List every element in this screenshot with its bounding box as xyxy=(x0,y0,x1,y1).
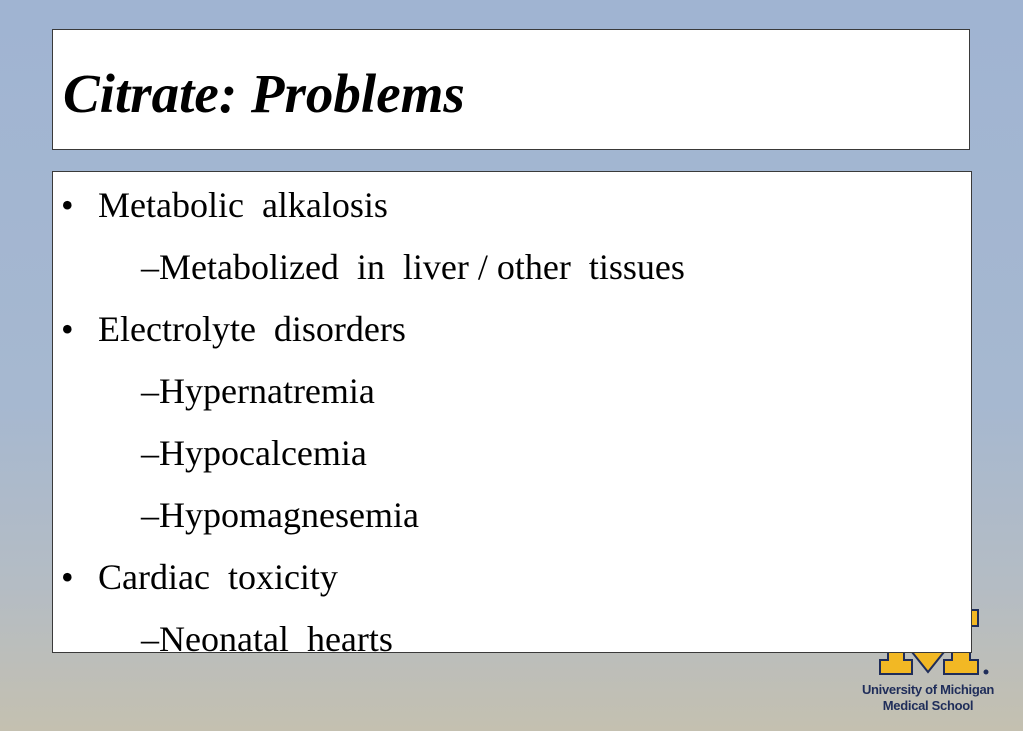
sub-bullet-text xyxy=(141,373,375,409)
bullet-marker: • xyxy=(61,185,74,225)
logo-school-name: Medical School xyxy=(882,698,974,713)
bullet-text: Cardiac toxicity xyxy=(98,557,338,597)
sub-bullet-label: Hypomagnesemia xyxy=(159,495,419,535)
bullet-text: Metabolic alkalosis xyxy=(98,185,388,225)
bullet-marker: • xyxy=(61,557,74,597)
slide-title: Citrate: Problems xyxy=(63,63,465,124)
dash-marker: – xyxy=(141,247,159,287)
sub-bullet-text xyxy=(141,497,419,533)
sub-bullet-label: Neonatal hearts xyxy=(159,619,393,653)
logo-university-name: University of Michigan xyxy=(861,682,995,697)
sub-bullet-text xyxy=(141,435,367,471)
dash-marker: – xyxy=(141,619,159,653)
content-box xyxy=(52,171,972,653)
title-box xyxy=(52,29,970,150)
sub-bullet-text xyxy=(141,621,393,653)
bullet-marker: • xyxy=(61,309,74,349)
bullet-text: Electrolyte disorders xyxy=(98,309,406,349)
sub-bullet-label: Metabolized in liver / other tissues xyxy=(159,247,685,287)
dash-marker: – xyxy=(141,495,159,535)
dash-marker: – xyxy=(141,371,159,411)
sub-bullet-label: Hypernatremia xyxy=(159,371,375,411)
sub-bullet-label: Hypocalcemia xyxy=(159,433,367,473)
sub-bullet-text xyxy=(141,249,685,285)
dash-marker: – xyxy=(141,433,159,473)
